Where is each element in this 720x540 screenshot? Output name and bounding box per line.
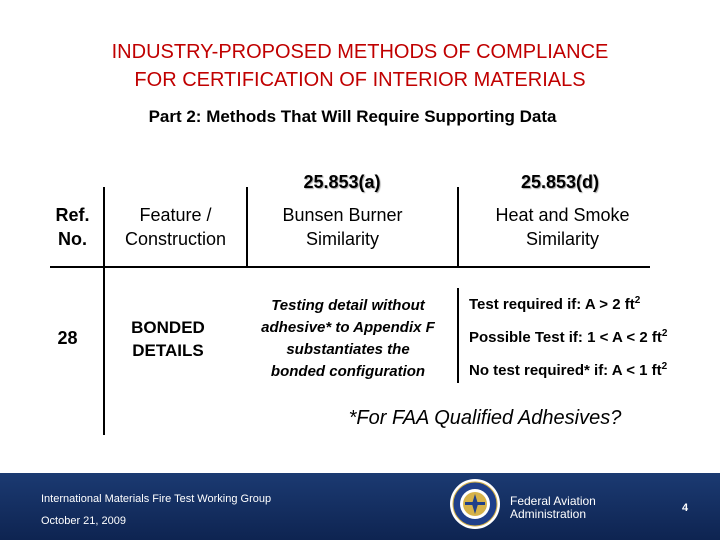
divider-vertical-3 (457, 187, 459, 267)
header-heat-line1: Heat and Smoke (495, 205, 630, 225)
row-bunsen-method (243, 295, 453, 383)
row-test-required (469, 295, 640, 313)
title-line-2: FOR CERTIFICATION OF INTERIOR MATERIALS (134, 69, 586, 91)
possible-test-text: Possible Test if: 1 < A < 2 ft (469, 329, 662, 346)
header-heat-smoke (470, 203, 655, 251)
superscript-2: 2 (634, 295, 641, 306)
row-feature-line2: DETAILS (132, 341, 204, 360)
section-25-853d: 25.853(d) (520, 172, 600, 192)
footer-date: October 21, 2009 (41, 515, 127, 527)
footnote: *For FAA Qualified Adhesives? (348, 407, 622, 429)
row-no-test (469, 361, 667, 379)
divider-vertical-4 (457, 288, 459, 383)
page-number: 4 (681, 502, 689, 514)
header-feature-line2: Construction (124, 229, 227, 249)
title-line-1: INDUSTRY-PROPOSED METHODS OF COMPLIANCE (111, 41, 609, 63)
slide-title (20, 38, 700, 94)
row-bunsen-line1: Testing detail without (271, 297, 425, 314)
row-bunsen-line3: substantiates the (286, 341, 410, 358)
agency-line1: Federal Aviation (510, 494, 596, 508)
header-heat-line2: Similarity (525, 229, 599, 249)
row-bunsen-line4: bonded configuration (270, 363, 426, 380)
superscript-2: 2 (661, 328, 668, 339)
agency-line2: Administration (510, 507, 587, 521)
footer-agency (510, 495, 596, 521)
header-bunsen (255, 203, 430, 251)
row-feature (108, 316, 228, 362)
row-bunsen-line2: adhesive* to Appendix F (261, 319, 435, 336)
divider-vertical-2 (246, 187, 248, 267)
slide-subtitle: Part 2: Methods That Will Require Supporting Data (148, 107, 557, 126)
faa-seal-icon (449, 478, 501, 530)
header-bunsen-line1: Bunsen Burner (282, 205, 403, 225)
divider-horizontal (50, 266, 650, 268)
header-ref-line1: Ref. (55, 205, 90, 225)
footer-bar (0, 473, 720, 540)
test-required-text: Test required if: A > 2 ft (469, 296, 635, 313)
row-ref-number: 28 (57, 328, 78, 348)
header-bunsen-line2: Similarity (305, 229, 379, 249)
divider-vertical-1 (103, 187, 105, 435)
header-ref-line2: No. (58, 229, 87, 249)
superscript-2: 2 (661, 361, 668, 372)
row-feature-line1: BONDED (131, 318, 205, 337)
footer-group: International Materials Fire Test Working Group (41, 493, 272, 505)
header-ref-no (40, 203, 105, 251)
row-possible-test (469, 328, 667, 346)
no-test-text: No test required* if: A < 1 ft (469, 362, 662, 379)
section-25-853a: 25.853(a) (303, 172, 381, 192)
header-feature (108, 203, 243, 251)
header-feature-line1: Feature / (139, 205, 212, 225)
